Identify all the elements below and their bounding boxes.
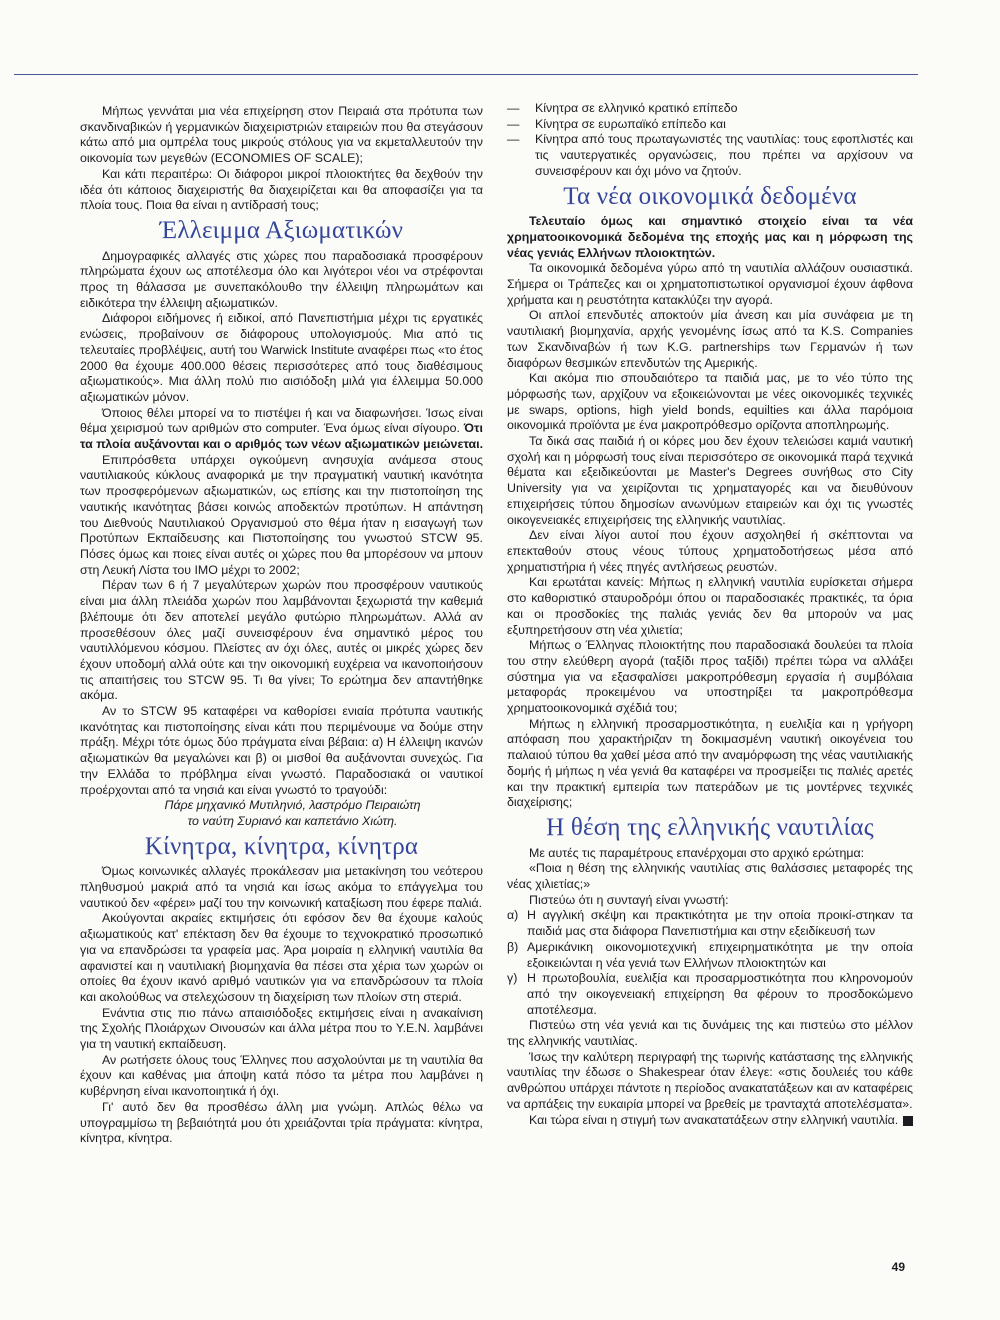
list-item-text: Αμερικάνικη οικονομιοτεχνική επιχειρηματικότητα με την οποία εξοικειώνται η νέα γενιά των Ελλήνων πλοιοκτητών και	[527, 939, 913, 970]
right-column	[507, 101, 913, 1128]
bold-statement: Ότι τα πλοία αυξάνονται και ο αριθμός των νέων αξιωματικών μειώνεται.	[80, 421, 484, 452]
list-marker: α)	[507, 908, 519, 923]
paragraph: Πιστεύω ότι η συνταγή είναι γνωστή:	[529, 892, 729, 907]
paragraph: Ακούγονται ακραίες εκτιμήσεις ότι εφόσον δεν θα έχουμε καλούς αξιωματικούς κατ' επέκταση δεν θα έχουμε το τεχνοκρατικό προσωπικό για να επανδρώσει τα γραφεία μας. Άρα μοιραία η ελληνική ναυτιλία θα αφανιστεί και η ναυτιλιακή βιομηχανία θα πέσει στα χέρια των χωρών οι οποίες θα έχουν ικανό αριθμό ναυτικών για να επανδρώσουν τα πλοία και ακολούθως να στελεχώσουν τη διαχείριση των πλοίων στη στεριά.	[80, 911, 483, 1004]
section-heading-incentives: Κίνητρα, κίνητρα, κίνητρα	[144, 832, 419, 860]
list-item-text: Η αγγλική σκέψη και πρακτικότητα με την οποία προικί-στηκαν τα παιδιά μας στα διάφορα Πανεπιστήμια και στην εξειδίκευσή των	[527, 908, 913, 939]
list-item	[507, 101, 913, 117]
list-item	[507, 971, 913, 1018]
paragraph: Γι' αυτό δεν θα προσθέσω άλλη μια γνώμη. Απλώς θέλω να υπογραμμίσω τη βεβαιότητά μου ότι χρειάζονται τρία πράγματα: κίνητρα, κίνητρα, κίνητρα.	[80, 1099, 483, 1146]
page-number: 49	[891, 1260, 905, 1274]
paragraph: Διάφοροι ειδήμονες ή ειδικοί, από Πανεπιστήμια μέχρι τις εργατικές ενώσεις, προβαίνουν σε διάφορους υπολογισμούς. Μια από τις τελευταίες προβλέψεις, αυτή του Warwick Institute αναφέρει πως «το έτος 2000 θα έχουμε 400.000 θέσεις περισσότερες από τους διαθέσιμους αξιωματικούς». Μια άλλη πολύ πιο αισιόδοξη μιλά για έλλειμμα 50.000 αξιωματικών μόνον.	[80, 311, 483, 404]
left-column	[80, 104, 483, 1147]
paragraph: Τα οικονομικά δεδομένα γύρω από τη ναυτιλία αλλάζουν ουσιαστικά. Σήμερα οι Τράπεζες και οι χρηματοπιστωτικοί οργανισμοί έχουν άφθονα χρήματα και η ρευστότητα κατακλύζει την αγορά.	[507, 261, 913, 307]
paragraph: Αν το STCW 95 καταφέρει να καθορίσει ενιαία πρότυπα ναυτικής ικανότητας και πιστοποίησης είναι κάτι που περιμένουμε να δούμε στην πράξη. Μέχρι τότε όμως δύο πράγματα είναι βέβαια: α) Η έλλειψη ικανών αξιωματικών θα μεγαλώνει και β) οι μισθοί θα αυξάνονται συνεχώς. Για την Ελλάδα το πρόβλημα είναι γνωστό. Παραδοσιακά οι ναυτικοί προέρχονται από τα νησιά και είναι γνωστό το τραγούδι:	[80, 704, 483, 797]
paragraph: Όμως κοινωνικές αλλαγές προκάλεσαν μια μετακίνηση του νεότερου πληθυσμού μακριά από τα νησιά και ίσως ακόμα το επάγγελμα του ναυτικού δεν «φέρει» μαζί του την κοινωνική καταξίωση που έφερε παλιά.	[80, 864, 483, 910]
list-item-text: Κίνητρα σε ευρωπαϊκό επίπεδο και	[535, 116, 726, 131]
paragraph: «Ποια η θέση της ελληνικής ναυτιλίας στις θαλάσσιες μεταφορές της νέας χιλιετίας;»	[507, 861, 913, 892]
dash-marker: —	[507, 116, 520, 131]
paragraph: Και ερωτάται κανείς: Μήπως η ελληνική ναυτιλία ευρίσκεται σήμερα στο καθοριστικό σταυροδρόμι όπου οι παραδοσιακές πρακτικές, τα όρια και οι προσδοκίες της παλιάς γενιάς δεν θα μπορούν να μας εξυπηρετήσουν στη νέα χιλιετία;	[507, 575, 913, 637]
paragraph	[80, 406, 483, 453]
list-item	[507, 908, 913, 939]
paragraph: Οι απλοί επενδυτές αποκτούν μία άνεση και μία συνάφεια με τη ναυτιλιακή βιομηχανία, αρχής γενομένης ίσως από τα K.S. Companies των Σκανδιναβών ή των K.G. partnerships των Γερμανών ή των διαφόρων θεσμικών επενδυτών της Αμερικής.	[507, 308, 913, 370]
lead-paragraph: Τελευταίο όμως και σημαντικό στοιχείο είναι τα νέα χρηματοοικονομικά δεδομένα της εποχής μας και η μόρφωση της νέας γενιάς Ελλήνων πλοιοκτητών.	[507, 214, 913, 260]
list-item-text: Κίνητρα από τους πρωταγωνιστές της ναυτιλίας: τους εφοπλιστές και τις ναυτεργατικές οργανώσεις, που πρέπει να αρχίσουν να συνεισφέρουν και όχι μόνο να ζητούν.	[535, 132, 913, 178]
section-heading-officers-deficit: Έλλειμμα Αξιωματικών	[159, 216, 404, 244]
song-verse-line-2: το ναύτη Συριανό και καπετάνιο Χιώτη.	[187, 813, 398, 828]
paragraph: Πιστεύω στη νέα γενιά και τις δυνάμεις της και πιστεύω στο μέλλον της ελληνικής ναυτιλίας.	[507, 1018, 913, 1049]
list-item-text: Κίνητρα σε ελληνικό κρατικό επίπεδο	[535, 101, 738, 115]
song-verse-line-1: Πάρε μηχανικό Μυτιληνιό, λαστρόμο Πειραιώτη	[164, 798, 421, 813]
paragraph-text: Και τώρα είναι η στιγμή των ανακατατάξεων στην ελληνική ναυτιλία.	[529, 1112, 899, 1127]
paragraph-text: Όποιος θέλει μπορεί να το πιστέψει ή και να διαφωνήσει. Ίσως είναι θέμα χειρισμού των αριθμών στο computer. Ένα όμως είναι σίγουρο.	[80, 405, 483, 436]
paragraph: Αν ρωτήσετε όλους τους Έλληνες που ασχολούνται με τη ναυτιλία θα έχουν και καθένας μια άποψη κατά πόσο τα μέτρα που λαμβάνει η κυβέρνηση είναι ικανοποιητικά ή όχι.	[80, 1052, 483, 1099]
section-heading-greek-shipping-position: Η θέση της ελληνικής ναυτιλίας	[546, 813, 874, 841]
paragraph: Ίσως την καλύτερη περιγραφή της τωρινής κατάστασης της ελληνικής ναυτιλίας την έδωσε ο Shakespear όταν έλεγε: «στις δουλειές του κάθε ανθρώπου υπάρχει πάντοτε η περίοδος ανακατατάξεων και αν καταφέρεις να αρπάξεις την ευκαιρία μπορεί να βρεθείς με τρανταχτά αποτελέσματα».	[507, 1049, 913, 1111]
paragraph: Δεν είναι λίγοι αυτοί που έχουν ασχοληθεί ή σκέπτονται να επεκταθούν στους νέους τύπους χρηματοδοτήσεως μέσα από χρηματιστήρια ή νέες πηγές αντλήσεως ρευστών.	[507, 528, 913, 574]
paragraph: Τα δικά σας παιδιά ή οι κόρες μου δεν έχουν τελειώσει καμιά ναυτική σχολή και η μόρφωσή τους είναι περισσότερο σε οικονομικά παρά τεχνικά θέματα και εξειδικεύονται με Master's Degrees συνήθως στο City University για να χειρίζονται τις χρηματαγορές και να διευθύνουν επιχειρήσεις τύπου δημοσίων ανωνύμων εταιρειών και όχι τις γνωστές οικογενειακές επιχειρήσεις της ελληνικής ναυτιλίας.	[507, 434, 913, 527]
list-marker: β)	[507, 939, 519, 954]
paragraph: Μήπως η ελληνική προσαρμοστικότητα, η ευελιξία και η γρήγορη απόφαση που χαρακτήριζαν τη δοκιμασμένη ναυτική οικογένεια του παλαιού τύπου θα χαθεί μέσα από την αναμόρφωση της νέας ναυτιλιακής δομής ή μήπως η νέα γενιά θα καταφέρει να προσμείξει τις παλιές αρετές και την πρακτική εμπειρία των πατεράδων με τις μοντέρνες τεχνικές διαχείρισης;	[507, 716, 913, 810]
paragraph: Ενάντια στις πιο πάνω απαισιόδοξες εκτιμήσεις είναι η ανακαίνιση της Σχολής Πλοιάρχων Οινουσών και άλλα μέτρα που το Υ.Ε.Ν. λαμβάνει για τη ναυτική εκπαίδευση.	[80, 1005, 483, 1052]
dash-marker: —	[507, 101, 520, 115]
paragraph: Με αυτές τις παραμέτρους επανέρχομαι στο αρχικό ερώτημα:	[529, 845, 865, 860]
list-marker: γ)	[507, 971, 518, 986]
list-item	[507, 117, 913, 133]
paragraph: Πέραν των 6 ή 7 μεγαλύτερων χωρών που προσφέρουν ναυτικούς είναι μια άλλη πλειάδα χωρών που λαμβάνονται ξεχωριστά την καθεμιά βλέπουμε ότι δεν αποτελεί μεγάλο φυτώριο πληρωμάτων. Αλλά αν προσεθέσουν όλες μαζί συνεισφέρουν ένα σημαντικό μέρος του ναυτιλλόμενου κόσμου. Πλείστες αν όχι όλες, αυτές οι μικρές χώρες δεν έχουν υποδομή αλλά ούτε και την οικονομική ευχέρεια να ικανοποιήσουν τις απαιτήσεις του STCW 95. Τι θα γίνει; Το ερώτημα δεν απαντήθηκε ακόμα.	[80, 578, 483, 703]
top-rule	[14, 74, 918, 75]
paragraph: Επιπρόσθετα υπάρχει ογκούμενη ανησυχία ανάμεσα στους ναυτιλιακούς κύκλους αναφορικά με την πραγματική ναυτική ικανότητα των προσφερόμενων αξιωματικών, ως επίσης και την πιστοποίηση της ναυτικής ικανότητας βάσει κοινώς αποδεκτών προτύπων. Η απάντηση του Διεθνούς Ναυτιλιακού Οργανισμού στο θέμα ήταν η εισαγωγή των Προτύπων Εκπαίδευσης και Πιστοποίησης του γνωστού STCW 95. Πόσες όμως και ποιες είναι αυτές οι χώρες που θα μπορέσουν να μπουν στη Λευκή Λίστα του ΙΜΟ μέχρι το 2002;	[80, 452, 483, 577]
end-mark-icon	[903, 1116, 913, 1126]
paragraph: Και ακόμα πιο σπουδαιότερο τα παιδιά μας, με το νέο τύπο της μόρφωσής των, αρχίζουν να εξοικειώνονται με νέες οικονομικές τεχνικές με swaps, options, high yield bonds, equilties και άλλα παρόμοια οικονομικά προϊόντα με ένα μακροπρόθεσμο ορίζοντα αποπληρωμής.	[507, 371, 913, 433]
paragraph: Μήπως ο Έλληνας πλοιοκτήτης που παραδοσιακά δουλεύει τα πλοία του στην ελεύθερη αγορά (ταξίδι προς ταξίδι) πρέπει τώρα να αλλάξει σύστημα για να εξασφαλίσει μακροπρόθεσμη εργασία ή συμβόλαια μεταφοράς προκειμένου να υποστηρίξει τα μακροπρόθεσμα χρηματοοικονομικά σχέδιά του;	[507, 638, 913, 716]
paragraph: Και κάτι περαιτέρω: Οι διάφοροι μικροί πλοιοκτήτες θα δεχθούν την ιδέα ότι κάποιος διαχειριστής θα διαχειρίζεται και θα αποφασίζει για τα πλοία τους. Ποια θα είναι η αντίδρασή τους;	[80, 166, 483, 213]
paragraph: Δημογραφικές αλλαγές στις χώρες που παραδοσιακά προσφέρουν πληρώματα έχουν ως αποτέλεσμα όλο και λιγότεροι νέοι να στρέφονται προς τη θάλασσα με συνεπακόλουθο την έλλειψη πληρωμάτων και ειδικότερα την έλλειψη αξιωματικών.	[80, 248, 483, 310]
dash-marker: —	[507, 132, 520, 147]
closing-paragraph	[507, 1113, 913, 1129]
paragraph: Μήπως γεννάται μια νέα επιχείρηση στον Πειραιά στα πρότυπα των σκανδιναβικών ή γερμανικών διαχειριστριών εταιρειών που θα στεγάσουν κάτω από μια ομπρέλα τους μικρούς στόλους για να εκμεταλλευτούν την οικονομία των μεγεθών (ECONOMIES OF SCALE);	[80, 104, 483, 166]
list-item-text: Η πρωτοβουλία, ευελιξία και προσαρμοστικότητα που κληρονομούν από την οικογενειακή επιχείρηση θα φέρουν το προσδοκώμενο αποτέλεσμα.	[527, 971, 913, 1017]
list-item	[507, 132, 913, 179]
section-heading-new-economics: Τα νέα οικονομικά δεδομένα	[563, 182, 857, 210]
list-item	[507, 940, 913, 971]
